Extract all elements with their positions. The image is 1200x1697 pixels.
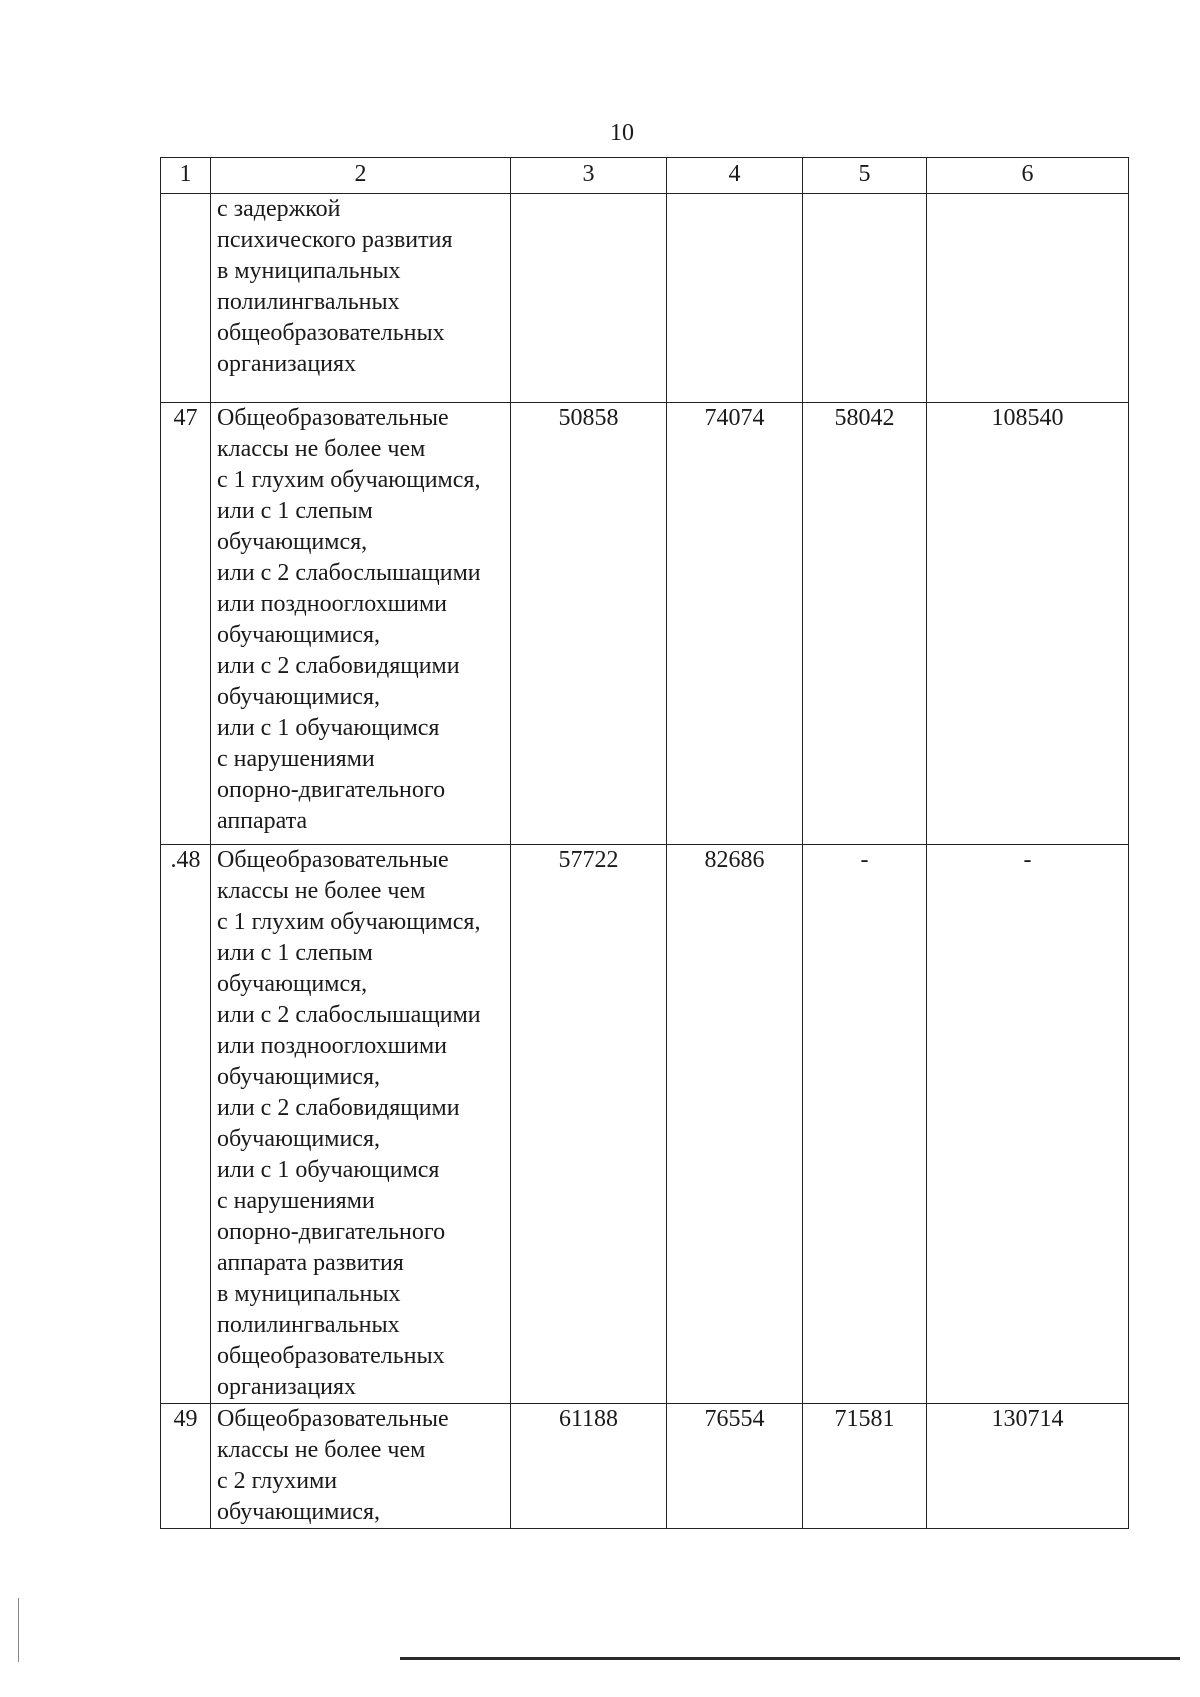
description-line: классы не более чем — [217, 436, 426, 462]
value-cell-col5: 58042 — [803, 403, 927, 845]
column-header: 4 — [667, 158, 803, 194]
column-header: 3 — [511, 158, 667, 194]
description-line: в муниципальных — [217, 1281, 401, 1307]
table-row — [161, 1404, 1129, 1529]
description-line: аппарата развития — [217, 1250, 404, 1276]
column-header: 1 — [161, 158, 211, 194]
value-cell-col5: 71581 — [803, 1404, 927, 1529]
description-line: или позднооглохшими — [217, 591, 447, 617]
description-line: или с 1 слепым — [217, 498, 373, 524]
table-row — [161, 845, 1129, 1404]
page-number: 10 — [610, 120, 634, 146]
description-line: Общеобразовательные — [217, 405, 449, 431]
description-line: с 2 глухими — [217, 1468, 338, 1494]
description-line: Общеобразовательные — [217, 847, 449, 873]
column-header: 2 — [211, 158, 511, 194]
description-line: в муниципальных — [217, 258, 401, 284]
description-line: с 1 глухим обучающимся, — [217, 909, 481, 935]
description-line: обучающимся, — [217, 971, 368, 997]
description-line: опорно-двигательного — [217, 1219, 446, 1245]
value-cell-col3: 61188 — [511, 1404, 667, 1529]
description-line: обучающимися, — [217, 684, 380, 710]
row-number-cell: 47 — [161, 403, 211, 845]
description-line: аппарата — [217, 808, 308, 834]
value-cell-col4 — [667, 194, 803, 403]
row-description-cell — [211, 403, 511, 845]
description-line: полилингвальных — [217, 289, 400, 315]
description-line: общеобразовательных — [217, 1343, 445, 1369]
value-cell-col5 — [803, 194, 927, 403]
value-cell-col5: - — [803, 845, 927, 1404]
row-description-cell — [211, 1404, 511, 1529]
description-line: с нарушениями — [217, 1188, 375, 1214]
table-row — [161, 194, 1129, 403]
description-line: или с 2 слабовидящими — [217, 653, 460, 679]
value-cell-col4: 82686 — [667, 845, 803, 1404]
value-cell-col6: - — [927, 845, 1129, 1404]
table-header-row — [161, 158, 1129, 194]
column-header: 6 — [927, 158, 1129, 194]
description-line: обучающимися, — [217, 622, 380, 648]
row-description-cell — [211, 194, 511, 403]
description-line: обучающимися, — [217, 1499, 380, 1525]
table-row — [161, 403, 1129, 845]
description-line: или с 1 обучающимся — [217, 715, 440, 741]
value-cell-col4: 76554 — [667, 1404, 803, 1529]
footer-rule — [400, 1657, 1180, 1660]
row-number-cell — [161, 194, 211, 403]
description-line: или позднооглохшими — [217, 1033, 447, 1059]
description-line: обучающимися, — [217, 1126, 380, 1152]
description-line: психического развития — [217, 227, 453, 253]
description-line: общеобразовательных — [217, 320, 445, 346]
description-line: обучающимся, — [217, 529, 368, 555]
value-cell-col3 — [511, 194, 667, 403]
description-line: опорно-двигательного — [217, 777, 446, 803]
description-line: Общеобразовательные — [217, 1406, 449, 1432]
value-cell-col6 — [927, 194, 1129, 403]
value-cell-col3: 50858 — [511, 403, 667, 845]
column-header: 5 — [803, 158, 927, 194]
description-line: или с 1 слепым — [217, 940, 373, 966]
value-cell-col3: 57722 — [511, 845, 667, 1404]
description-line: организациях — [217, 1374, 357, 1400]
row-description-cell — [211, 845, 511, 1404]
data-table — [160, 157, 1129, 1529]
description-line: или с 1 обучающимся — [217, 1157, 440, 1183]
description-line: классы не более чем — [217, 878, 426, 904]
description-line: полилингвальных — [217, 1312, 400, 1338]
value-cell-col6: 108540 — [927, 403, 1129, 845]
row-number-cell: .48 — [161, 845, 211, 1404]
description-line: с задержкой — [217, 196, 341, 222]
description-line: или с 2 слабослышащими — [217, 560, 481, 586]
description-line: или с 2 слабослышащими — [217, 1002, 481, 1028]
row-number-cell: 49 — [161, 1404, 211, 1529]
description-line: классы не более чем — [217, 1437, 426, 1463]
value-cell-col4: 74074 — [667, 403, 803, 845]
description-line: с 1 глухим обучающимся, — [217, 467, 481, 493]
description-line: организациях — [217, 351, 357, 377]
description-line: с нарушениями — [217, 746, 375, 772]
margin-line — [18, 1598, 19, 1662]
description-line: или с 2 слабовидящими — [217, 1095, 460, 1121]
description-line: обучающимися, — [217, 1064, 380, 1090]
value-cell-col6: 130714 — [927, 1404, 1129, 1529]
